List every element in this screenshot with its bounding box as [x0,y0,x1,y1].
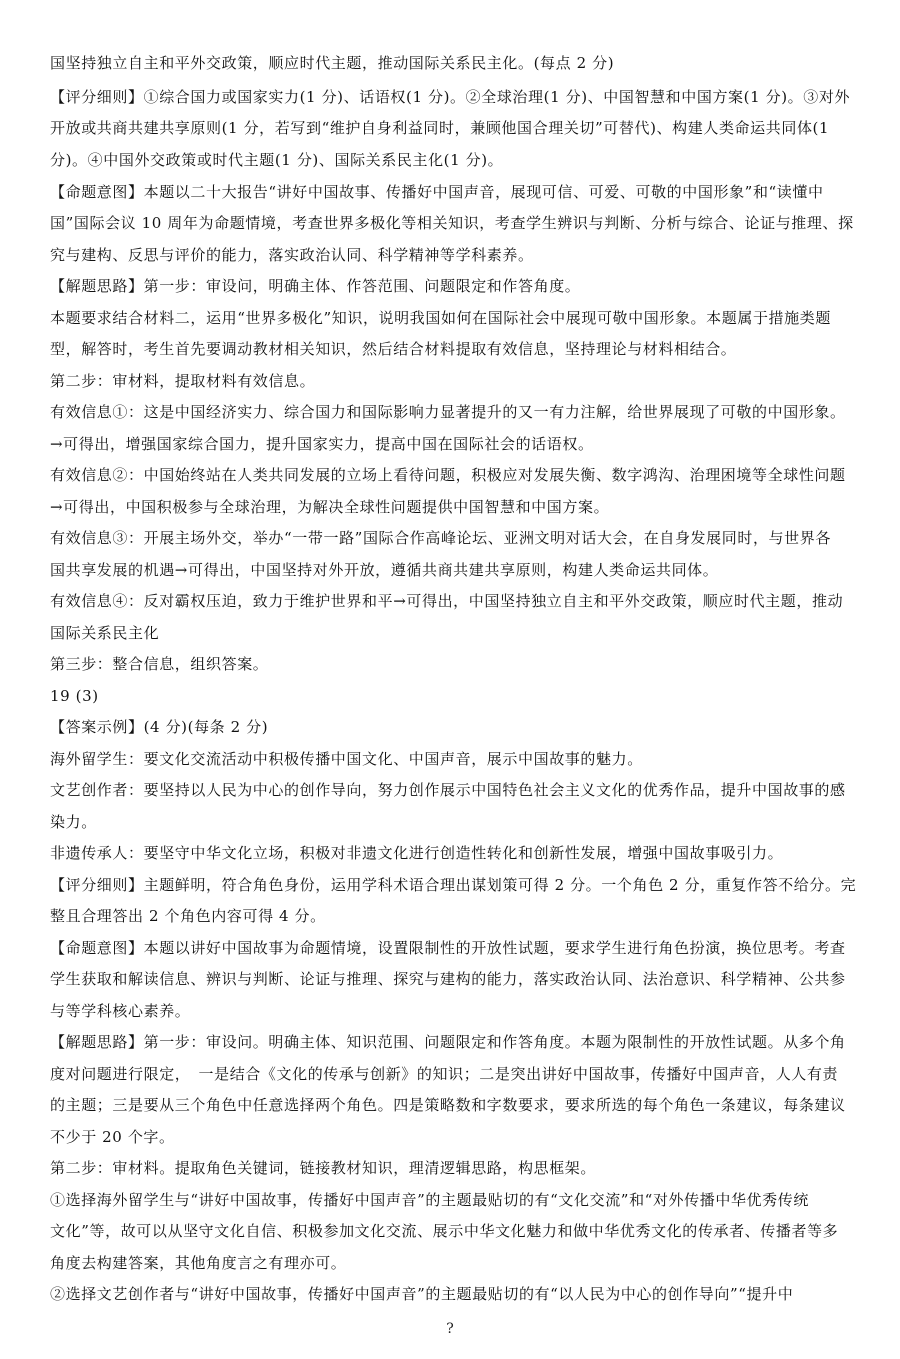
text-line: 国坚持独立自主和平外交政策，顺应时代主题，推动国际关系民主化。(每点 2 分) [50,54,615,72]
text-line: 与等学科核心素养。 [50,1002,191,1020]
text-line: 不少于 20 个字。 [50,1128,175,1146]
text-line: 海外留学生：要文化交流活动中积极传播中国文化、中国声音，展示中国故事的魅力。 [50,750,643,768]
text-line: 开放或共商共建共享原则(1 分，若写到“维护自身利益同时，兼顾他国合理关切”可替代)、构建人类命运共同体(1 [50,119,830,137]
text-line: 究与建构、反思与评价的能力，落实政治认同、科学精神等学科素养。 [50,246,534,264]
text-line: 染力。 [50,813,97,831]
text-line: →可得出，中国积极参与全球治理，为解决全球性问题提供中国智慧和中国方案。 [50,498,610,516]
text-line: 的主题；三是要从三个角色中任意选择两个角色。四是策略数和字数要求，要求所选的每个角色一条建议，每条建议 [50,1096,846,1114]
text-line: ①选择海外留学生与“讲好中国故事，传播好中国声音”的主题最贴切的有“文化交流”和“对外传播中华优秀传统 [50,1191,809,1209]
text-line: 有效信息②：中国始终站在人类共同发展的立场上看待问题，积极应对发展失衡、数字鸿沟、治理困境等全球性问题 [50,466,846,484]
text-line: 角度去构建答案，其他角度言之有理亦可。 [50,1254,347,1272]
text-line: 【答案示例】(4 分)(每条 2 分) [50,718,269,736]
text-line: 非遗传承人：要坚守中华文化立场，积极对非遗文化进行创造性转化和创新性发展，增强中国故事吸引力。 [50,844,784,862]
text-line: 【命题意图】本题以二十大报告“讲好中国故事、传播好中国声音，展现可信、可爱、可敬的中国形象”和“读懂中 [50,183,824,201]
text-line: 分)。④中国外交政策或时代主题(1 分)、国际关系民主化(1 分)。 [50,151,504,169]
text-line: 有效信息③：开展主场外交，举办“一带一路”国际合作高峰论坛、亚洲文明对话大会，在自身发展同时，与世界各 [50,529,831,547]
text-line: 学生获取和解读信息、辨识与判断、论证与推理、探究与建构的能力，落实政治认同、法治意识、科学精神、公共参 [50,970,846,988]
text-line: 有效信息④：反对霸权压迫，致力于维护世界和平→可得出，中国坚持独立自主和平外交政策，顺应时代主题，推动 [50,592,844,610]
text-line: 【评分细则】主题鲜明，符合角色身份，运用学科术语合理出谋划策可得 2 分。一个角色 2 分，重复作答不给分。完 [50,876,857,894]
text-line: 本题要求结合材料二，运用“世界多极化”知识，说明我国如何在国际社会中展现可敬中国形象。本题属于措施类题 [50,309,831,327]
text-line: 第二步：审材料，提取材料有效信息。 [50,372,316,390]
text-line: 【命题意图】本题以讲好中国故事为命题情境，设置限制性的开放性试题，要求学生进行角色扮演，换位思考。考查 [50,939,846,957]
text-line: 国际关系民主化 [50,624,160,642]
text-line: 国”国际会议 10 周年为命题情境，考查世界多极化等相关知识，考查学生辨识与判断、分析与综合、论证与推理、探 [50,214,854,232]
text-line: 第三步：整合信息，组织答案。 [50,655,269,673]
text-line: 文化”等，故可以从坚守文化自信、积极参加文化交流、展示中华文化魅力和做中华优秀文化的传承者、传播者等多 [50,1222,839,1240]
text-line: 【解题思路】第一步：审设问。明确主体、知识范围、问题限定和作答角度。本题为限制性的开放性试题。从多个角 [50,1033,846,1051]
text-line: 19 (3) [50,687,99,705]
text-line: 型，解答时，考生首先要调动教材相关知识，然后结合材料提取有效信息，坚持理论与材料相结合。 [50,340,737,358]
text-line: 【解题思路】第一步：审设问，明确主体、作答范围、问题限定和作答角度。 [50,277,581,295]
text-line: 度对问题进行限定， 一是结合《文化的传承与创新》的知识；二是突出讲好中国故事，传播好中国声音，人人有责 [50,1065,839,1083]
page-number: ? [446,1321,454,1337]
text-line: 国共享发展的机遇→可得出，中国坚持对外开放，遵循共商共建共享原则，构建人类命运共同体。 [50,561,719,579]
text-line: 第二步：审材料。提取角色关键词，链接教材知识，理清逻辑思路，构思框架。 [50,1159,597,1177]
text-line: 有效信息①：这是中国经济实力、综合国力和国际影响力显著提升的又一有力注解，给世界展现了可敬的中国形象。 [50,403,846,421]
text-line: 整且合理答出 2 个角色内容可得 4 分。 [50,907,326,925]
text-line: 【评分细则】①综合国力或国家实力(1 分)、话语权(1 分)。②全球治理(1 分)、中国智慧和中国方案(1 分)。③对外 [50,88,851,106]
text-line: ②选择文艺创作者与“讲好中国故事，传播好中国声音”的主题最贴切的有“以人民为中心的创作导向”“提升中 [50,1285,794,1303]
text-line: →可得出，增强国家综合国力，提升国家实力，提高中国在国际社会的话语权。 [50,435,594,453]
text-line: 文艺创作者：要坚持以人民为中心的创作导向，努力创作展示中国特色社会主义文化的优秀作品，提升中国故事的感 [50,781,846,799]
